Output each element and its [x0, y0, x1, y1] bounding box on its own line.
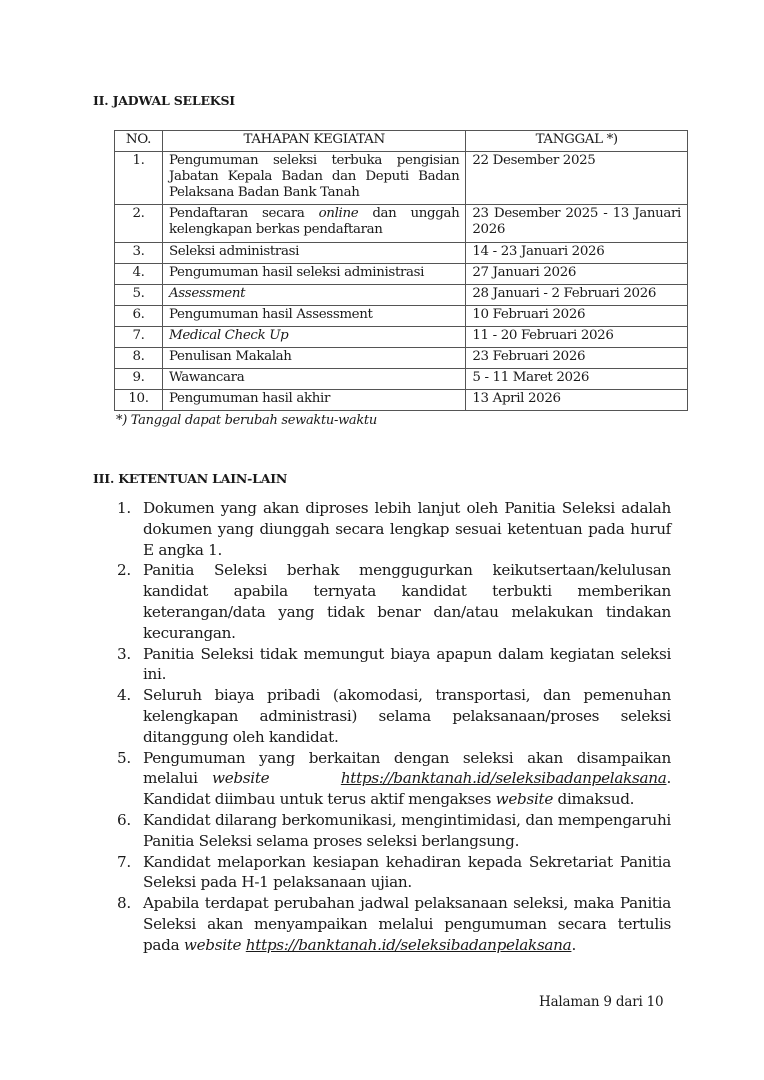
table-row	[115, 348, 688, 369]
list-item	[93, 748, 671, 810]
list-item-number: 3.	[117, 644, 131, 663]
table-row	[115, 285, 688, 306]
row-date: 27 Januari 2026	[466, 264, 688, 285]
row-date: 23 Desember 2025 - 13 Januari 2026	[466, 205, 688, 243]
italic-term-website: website	[212, 769, 270, 788]
row-date: 11 - 20 Februari 2026	[466, 327, 688, 348]
italic-term-website: website	[495, 790, 554, 809]
row-number: 1.	[115, 152, 163, 205]
list-item-text: Dokumen yang akan diproses lebih lanjut oleh Panitia Seleksi adalah dokumen yang diunggah secara lengkap sesuai ketentuan pada huruf E angka 1.	[143, 499, 671, 559]
section-heading-other-provisions: III. KETENTUAN LAIN-LAIN	[93, 471, 288, 486]
table-row	[115, 369, 688, 390]
row-activity	[162, 205, 465, 243]
table-row	[115, 243, 688, 264]
row-date: 10 Februari 2026	[466, 306, 688, 327]
list-item-number: 6.	[117, 810, 131, 829]
table-footnote: *) Tanggal dapat berubah sewaktu-waktu	[116, 413, 377, 428]
list-item-text: Pengumuman yang berkaitan dengan seleksi akan disampaikan melalui	[143, 748, 671, 788]
row-date: 22 Desember 2025	[466, 152, 688, 205]
table-row	[115, 205, 688, 243]
italic-term-website: website	[183, 935, 242, 954]
list-item	[93, 893, 671, 955]
table-row	[115, 327, 688, 348]
table-row	[115, 264, 688, 285]
list-item-text: Panitia Seleksi tidak memungut biaya apapun dalam kegiatan seleksi ini.	[143, 644, 671, 684]
list-item-text: Kandidat dilarang berkomunikasi, mengintimidasi, dan mempengaruhi Panitia Seleksi selama proses seleksi berlangsung.	[143, 810, 671, 850]
column-header-date: TANGGAL *)	[466, 131, 688, 152]
row-number: 3.	[115, 243, 163, 264]
list-item	[93, 560, 671, 643]
row-activity: Pengumuman hasil seleksi administrasi	[162, 264, 465, 285]
list-item-number: 8.	[117, 894, 131, 913]
row-date: 28 Januari - 2 Februari 2026	[466, 285, 688, 306]
list-item-number: 4.	[117, 686, 131, 705]
row-number: 2.	[115, 205, 163, 243]
table-row	[115, 390, 688, 411]
row-activity: Pengumuman hasil Assessment	[162, 306, 465, 327]
row-activity: Pengumuman hasil akhir	[162, 390, 465, 411]
provisions-list	[93, 498, 671, 956]
row-activity: Seleksi administrasi	[162, 243, 465, 264]
list-item-text: Panitia Seleksi berhak menggugurkan keikutsertaan/kelulusan kandidat apabila ternyata kandidat terbukti memberikan keterangan/data yang tidak benar dan/atau melakukan tindakan kecurangan.	[143, 561, 671, 642]
activity-text: dan unggah kelengkapan berkas pendaftaran	[168, 206, 460, 237]
row-number: 6.	[115, 306, 163, 327]
list-item-text: dimaksud.	[553, 790, 635, 809]
column-header-activity: TAHAPAN KEGIATAN	[162, 131, 465, 152]
row-date: 14 - 23 Januari 2026	[466, 243, 688, 264]
row-number: 7.	[115, 327, 163, 348]
row-number: 8.	[115, 348, 163, 369]
list-item-number: 7.	[117, 852, 131, 871]
schedule-table	[114, 130, 688, 411]
list-item-text: Apabila terdapat perubahan jadwal pelaksanaan seleksi, maka Panitia Seleksi akan menyampaikan melalui pengumuman secara tertulis pada	[143, 894, 671, 954]
row-date: 23 Februari 2026	[466, 348, 688, 369]
list-item-number: 1.	[117, 499, 131, 517]
list-item	[93, 685, 671, 747]
row-activity: Penulisan Makalah	[162, 348, 465, 369]
row-activity: Wawancara	[162, 369, 465, 390]
row-activity: Pengumuman seleksi terbuka pengisian Jabatan Kepala Badan dan Deputi Badan Pelaksana Badan Bank Tanah	[162, 152, 465, 205]
column-header-no: NO.	[115, 131, 163, 152]
row-activity: Assessment	[162, 285, 465, 306]
list-item	[93, 810, 671, 852]
list-item	[93, 852, 671, 894]
list-item-number: 5.	[117, 748, 131, 767]
table-header-row	[115, 131, 688, 152]
list-item-text: Kandidat melaporkan kesiapan kehadiran kepada Sekretariat Panitia Seleksi pada H-1 pelaksanaan ujian.	[143, 852, 671, 892]
list-item-text: Seluruh biaya pribadi (akomodasi, transportasi, dan pemenuhan kelengkapan administrasi) selama pelaksanaan/proses seleksi ditanggung oleh kandidat.	[143, 686, 671, 746]
row-number: 10.	[115, 390, 163, 411]
list-item-text: .	[571, 935, 576, 954]
table-row	[115, 152, 688, 205]
table-row	[115, 306, 688, 327]
row-activity: Medical Check Up	[162, 327, 465, 348]
section-heading-schedule: II. JADWAL SELEKSI	[93, 93, 235, 108]
page-number: Halaman 9 dari 10	[539, 994, 664, 1010]
list-item	[93, 644, 671, 686]
list-item	[93, 498, 671, 560]
website-link[interactable]: https://banktanah.id/seleksibadanpelaksana	[340, 769, 667, 788]
list-item-number: 2.	[117, 561, 131, 580]
row-date: 5 - 11 Maret 2026	[466, 369, 688, 390]
website-link[interactable]: https://banktanah.id/seleksibadanpelaksana	[245, 935, 572, 954]
row-number: 4.	[115, 264, 163, 285]
list-item-text: . Kandidat diimbau untuk terus aktif mengakses	[143, 769, 672, 809]
activity-text: Pendaftaran secara	[168, 206, 319, 221]
row-number: 5.	[115, 285, 163, 306]
activity-italic-text: online	[318, 206, 359, 221]
row-date: 13 April 2026	[466, 390, 688, 411]
row-number: 9.	[115, 369, 163, 390]
